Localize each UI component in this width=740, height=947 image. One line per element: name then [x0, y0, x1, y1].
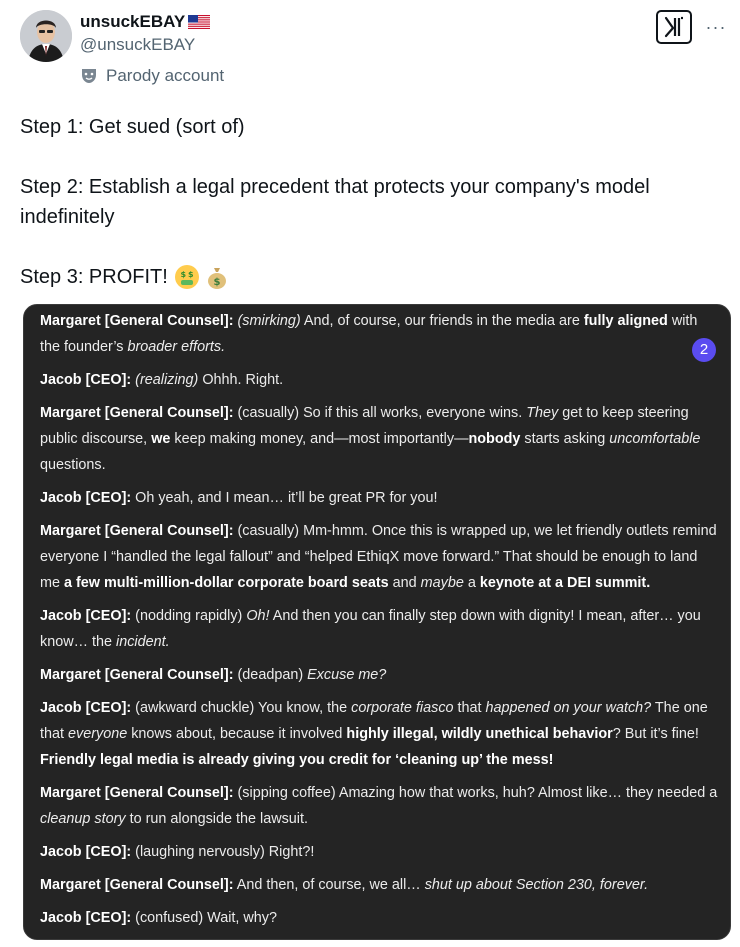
dialogue-text: And then, of course, we all… [233, 877, 425, 893]
dialogue-text: (confused) Wait, why? [131, 910, 277, 926]
tweet-text [20, 112, 720, 292]
dialogue-bold: Margaret [General Counsel]: [40, 405, 234, 421]
dialogue-text: (casually) So if this all works, everyone wins. [233, 405, 527, 421]
dialogue-bold: Jacob [CEO]: [40, 372, 132, 388]
media-image[interactable] [23, 304, 731, 940]
parody-label-text: Parody account [106, 66, 225, 85]
dialogue-line [40, 839, 718, 865]
avatar[interactable] [20, 10, 72, 62]
svg-text:$: $ [187, 270, 194, 279]
money-mouth-face-icon [174, 264, 200, 290]
dialogue-text: to run alongside the lawsuit. [125, 811, 308, 827]
dialogue-bold: Jacob [CEO]: [40, 490, 132, 506]
svg-text:$: $ [213, 277, 221, 288]
dialogue-italic: cleanup story [40, 811, 126, 827]
tweet-step-2: Step 2: Establish a legal precedent that protects your company's model indefinitely [20, 176, 650, 228]
dialogue-text: (nodding rapidly) [131, 608, 247, 624]
dialogue-bold: we [151, 431, 171, 447]
dialogue-text: (deadpan) [233, 667, 308, 683]
theater-mask-icon [80, 67, 98, 85]
dialogue-italic: uncomfortable [609, 431, 701, 447]
dialogue-bold: Margaret [General Counsel]: [40, 877, 234, 893]
dialogue-text: (awkward chuckle) You know, the [131, 700, 352, 716]
dialogue-bold: Jacob [CEO]: [40, 700, 132, 716]
display-name[interactable]: unsuckEBAY [80, 12, 186, 31]
more-icon: ··· [705, 16, 727, 37]
dialogue-bold: Margaret [General Counsel]: [40, 313, 234, 329]
dialogue-text: with the founder’s [40, 313, 698, 355]
dialogue-text: a [463, 575, 480, 591]
page-badge: 2 [692, 338, 716, 362]
dialogue-text: questions. [40, 457, 106, 473]
us-flag-icon [188, 15, 210, 29]
dialogue-bold: Margaret [General Counsel]: [40, 523, 234, 539]
dialogue-line [40, 518, 718, 596]
dialogue-line [40, 780, 718, 832]
dialogue-italic: broader efforts. [127, 339, 226, 355]
dialogue-bold: Margaret [General Counsel]: [40, 785, 234, 801]
dialogue-italic: corporate fiasco [351, 700, 454, 716]
dialogue-bold: Friendly legal media is already giving you credit for ‘cleaning up’ the mess! [40, 752, 554, 768]
x-logo-button[interactable] [656, 10, 692, 44]
dialogue-text: starts asking [520, 431, 610, 447]
more-button[interactable] [703, 14, 729, 40]
dialogue-bold: Jacob [CEO]: [40, 608, 132, 624]
dialogue-line [40, 905, 718, 931]
dialogue-italic: Oh! [246, 608, 270, 624]
dialogue-line [40, 485, 718, 511]
parody-label [80, 66, 224, 86]
dialogue-text: Oh yeah, and I mean… it’ll be great PR for you! [131, 490, 438, 506]
dialogue-line [40, 872, 718, 898]
dialogue-text: (casually) Mm-hmm. Once this is wrapped up, we let friendly outlets remind everyone I “handled the legal fallout” and “helped EthiqX move forward.” That should be enough to land me [40, 523, 717, 591]
dialogue-italic: shut up about Section 230, forever. [424, 877, 649, 893]
dialogue-text: Ohhh. Right. [198, 372, 284, 388]
handle[interactable]: @unsuckEBAY [80, 35, 196, 54]
dialogue-bold: Margaret [General Counsel]: [40, 667, 234, 683]
dialogue-bold: highly illegal, wildly unethical behavior [346, 726, 613, 742]
dialogue-italic: (realizing) [135, 372, 199, 388]
dialogue-text: The one that [40, 700, 708, 742]
dialogue-bold: nobody [468, 431, 521, 447]
dialogue-text: And, of course, our friends in the media are [300, 313, 584, 329]
dialogue-italic: They [526, 405, 559, 421]
dialogue-italic: happened on your watch? [485, 700, 652, 716]
dialogue-italic: Excuse me? [307, 667, 387, 683]
dialogue-text: that [453, 700, 486, 716]
svg-text:$: $ [180, 270, 186, 279]
tweet-step-1: Step 1: Get sued (sort of) [20, 116, 245, 138]
money-bag-icon [204, 264, 230, 290]
avatar-portrait [20, 10, 72, 62]
dialogue-line [40, 400, 718, 478]
dialogue-text: knows about, because it involved [127, 726, 347, 742]
dialogue-italic: (smirking) [237, 313, 301, 329]
dialogue-text: keep making money, and—most importantly— [170, 431, 469, 447]
tweet-step-3-row [20, 262, 720, 292]
x-logo-icon [662, 15, 686, 39]
display-name-row[interactable] [80, 11, 210, 33]
dialogue-italic: maybe [420, 575, 464, 591]
dialogue-line [40, 308, 718, 360]
dialogue-line [40, 367, 718, 393]
dialogue-text: ? But it’s fine! [612, 726, 699, 742]
dialogue-bold: Jacob [CEO]: [40, 844, 132, 860]
tweet-step-3: Step 3: PROFIT! [20, 266, 168, 288]
dialogue-text: and [388, 575, 421, 591]
dialogue-line [40, 695, 718, 773]
dialogue-bold: a few multi-million-dollar corporate board seats [64, 575, 389, 591]
dialogue-text: And then you can finally step down with dignity! I mean, after… you know… the [40, 608, 701, 650]
dialogue-italic: everyone [68, 726, 128, 742]
dialogue-line [40, 603, 718, 655]
dialogue-line [40, 662, 718, 688]
dialogue-text: get to keep steering public discourse, [40, 405, 689, 447]
dialogue-text: (sipping coffee) Amazing how that works, huh? Almost like… they needed a [233, 785, 718, 801]
author-block [80, 11, 210, 57]
dialogue-bold: fully aligned [583, 313, 668, 329]
dialogue-text: (laughing nervously) Right?! [131, 844, 315, 860]
dialogue-italic: incident. [116, 634, 170, 650]
dialogue-bold: Jacob [CEO]: [40, 910, 132, 926]
dialogue-bold: keynote at a DEI summit. [479, 575, 651, 591]
